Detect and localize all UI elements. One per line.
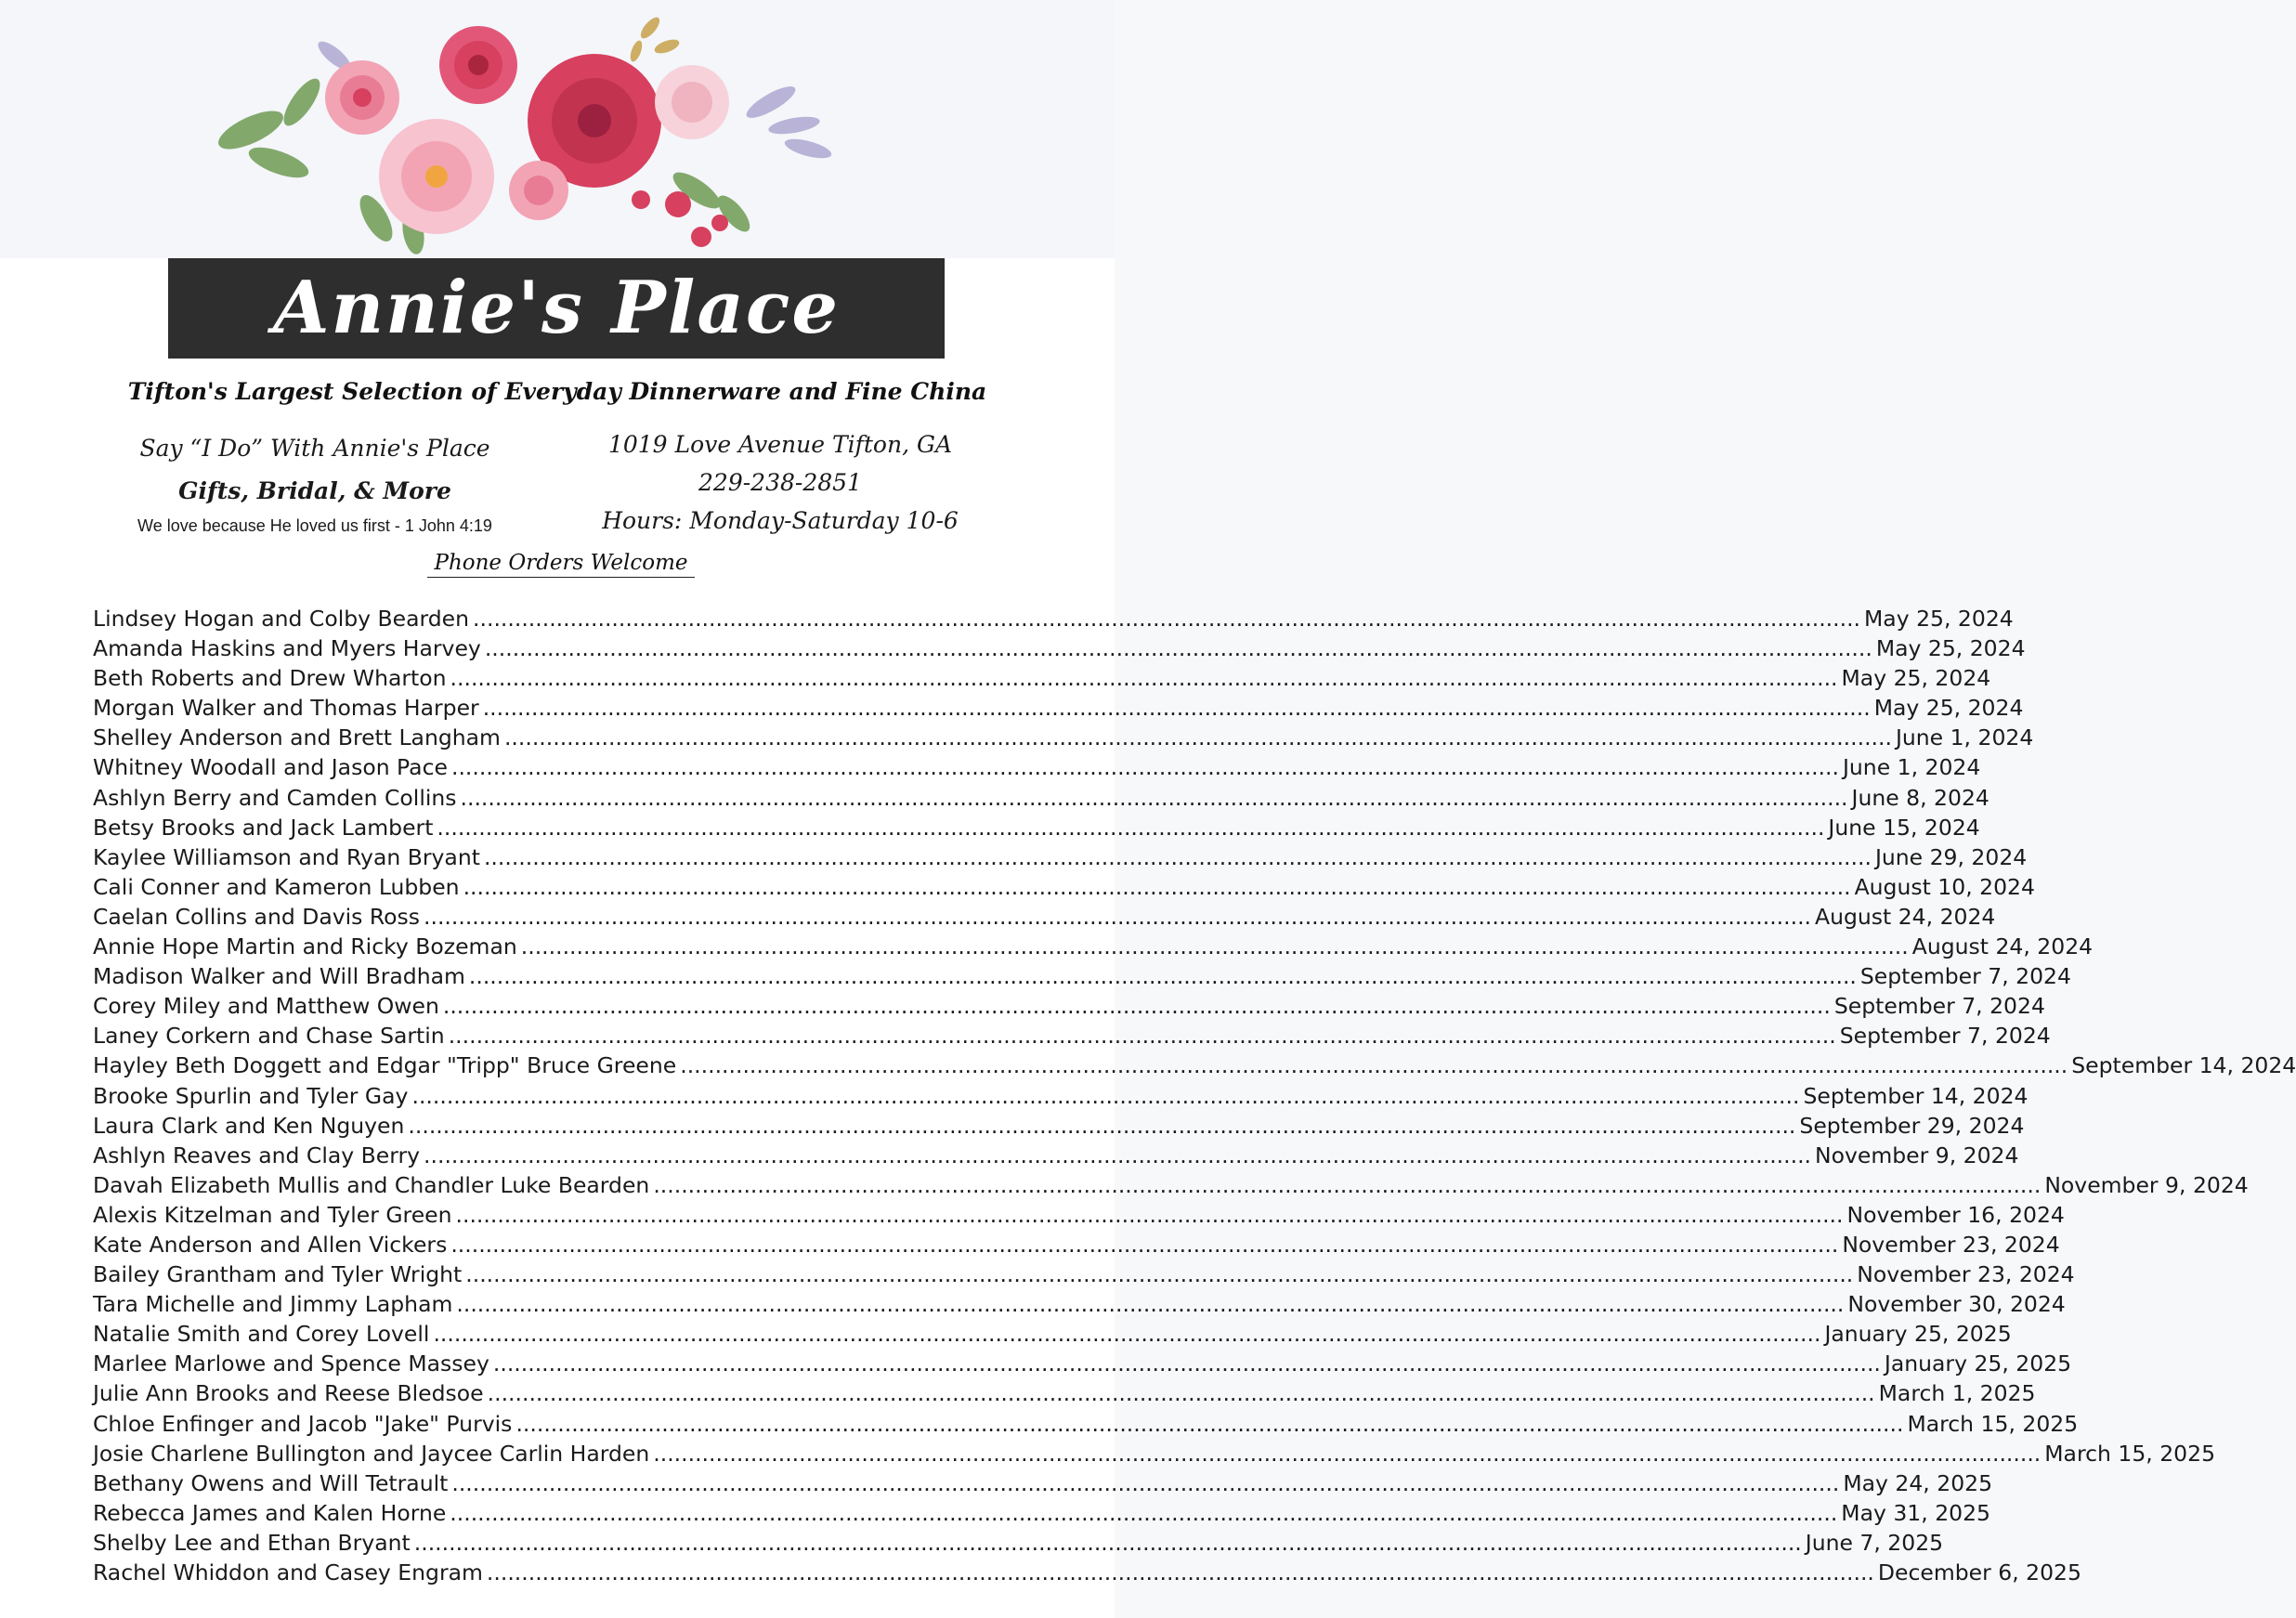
rose-top [439, 26, 517, 104]
couple-names: Hayley Beth Doggett and Edgar "Tripp" Bruce Greene [93, 1052, 677, 1079]
wedding-date: June 7, 2025 [1805, 1529, 1944, 1556]
store-tagline: Tifton's Largest Selection of Everyday Dinnerware and Fine China [127, 378, 987, 405]
registry-row [93, 873, 2035, 904]
dot-leader: ........................................................................................................................................................................................................ [465, 1261, 1854, 1288]
dot-leader: ........................................................................................................................................................................................................ [411, 1082, 1800, 1109]
registry-row [93, 1052, 2296, 1082]
dot-leader: ........................................................................................................................................................................................................ [455, 1201, 1844, 1228]
registry-row [93, 1112, 2025, 1142]
registry-row [93, 1529, 1944, 1559]
couple-names: Kate Anderson and Allen Vickers [93, 1231, 448, 1258]
wedding-date: November 23, 2024 [1857, 1261, 2075, 1288]
couple-names: Rachel Whiddon and Casey Engram [93, 1559, 483, 1585]
couple-names: Whitney Woodall and Jason Pace [93, 754, 448, 781]
couple-names: Kaylee Williamson and Ryan Bryant [93, 843, 480, 870]
dot-leader: ........................................................................................................................................................................................................ [520, 933, 1909, 960]
dot-leader: ........................................................................................................................................................................................................ [473, 606, 1861, 632]
registry-row [93, 1023, 2051, 1052]
dot-leader: ........................................................................................................................................................................................................ [450, 1231, 1839, 1258]
dot-leader: ........................................................................................................................................................................................................ [408, 1112, 1796, 1139]
couple-names: Madison Walker and Will Bradham [93, 963, 465, 990]
dot-leader: ........................................................................................................................................................................................................ [484, 635, 1872, 662]
wedding-date: January 25, 2025 [1884, 1351, 2072, 1377]
couple-names: Laney Corkern and Chase Sartin [93, 1023, 445, 1050]
dot-leader: ........................................................................................................................................................................................................ [653, 1440, 2042, 1467]
couple-names: Laura Clark and Ken Nguyen [93, 1112, 405, 1139]
wedding-date: March 15, 2025 [1907, 1410, 2079, 1437]
wedding-date: November 16, 2024 [1846, 1201, 2065, 1228]
registry-row [93, 1380, 2036, 1410]
gold-sprigs [628, 14, 681, 63]
wedding-date: June 1, 2024 [1895, 724, 2034, 751]
dot-leader: ........................................................................................................................................................................................................ [515, 1410, 1904, 1437]
couple-names: Natalie Smith and Corey Lovell [93, 1321, 430, 1348]
couple-names: Rebecca James and Kalen Horne [93, 1499, 447, 1526]
registry-row [93, 754, 1981, 784]
registry-row [93, 695, 2024, 724]
floral-arrangement-illustration [214, 0, 901, 265]
couple-names: Alexis Kitzelman and Tyler Green [93, 1201, 452, 1228]
registry-row [93, 635, 2026, 665]
store-address: 1019 Love Avenue Tifton, GA [607, 431, 953, 458]
bridal-registry-list [93, 606, 2296, 1589]
couple-names: Caelan Collins and Davis Ross [93, 903, 421, 930]
registry-row [93, 1142, 2019, 1172]
wedding-date: June 8, 2024 [1851, 784, 1989, 811]
wedding-date: May 25, 2024 [1875, 635, 2026, 662]
registry-row [93, 1201, 2065, 1232]
brand-banner [168, 258, 945, 359]
wedding-date: August 24, 2024 [1815, 903, 1996, 930]
registry-row [93, 814, 1980, 844]
wedding-date: November 23, 2024 [1842, 1231, 2060, 1258]
dot-leader: ........................................................................................................................................................................................................ [482, 695, 1871, 722]
wedding-date: September 7, 2024 [1833, 993, 2045, 1020]
dot-leader: ........................................................................................................................................................................................................ [483, 843, 1872, 870]
rose-left [325, 60, 399, 135]
couple-names: Bailey Grantham and Tyler Wright [93, 1261, 463, 1288]
dot-leader: ........................................................................................................................................................................................................ [486, 1559, 1874, 1585]
registry-row [93, 843, 2028, 874]
couple-names: Tara Michelle and Jimmy Lapham [93, 1291, 453, 1318]
registry-row [93, 1261, 2075, 1291]
wedding-date: November 30, 2024 [1847, 1291, 2066, 1318]
wedding-date: August 24, 2024 [1911, 933, 2094, 960]
couple-names: Shelley Anderson and Brett Langham [93, 724, 501, 751]
couple-names: Chloe Enfinger and Jacob "Jake" Purvis [93, 1410, 513, 1437]
dot-leader: ........................................................................................................................................................................................................ [460, 784, 1848, 811]
couple-names: Shelby Lee and Ethan Bryant [93, 1529, 411, 1556]
couple-names: Corey Miley and Matthew Owen [93, 993, 439, 1020]
wedding-date: August 10, 2024 [1854, 873, 2035, 900]
dot-leader: ........................................................................................................................................................................................................ [492, 1351, 1881, 1377]
brand-name: Annie's Place [272, 266, 841, 350]
registry-row [93, 1559, 2081, 1589]
couple-names: Marlee Marlowe and Spence Massey [93, 1351, 489, 1377]
couple-names: Betsy Brooks and Jack Lambert [93, 814, 434, 841]
wedding-date: November 9, 2024 [1815, 1142, 2019, 1168]
wedding-date: September 7, 2024 [1859, 963, 2071, 990]
registry-row [93, 1171, 2249, 1202]
couple-names: Amanda Haskins and Myers Harvey [93, 635, 481, 662]
wedding-date: December 6, 2025 [1877, 1559, 2081, 1585]
phone-orders-heading: Phone Orders Welcome [427, 551, 695, 578]
rose-center [379, 119, 494, 234]
couple-names: Cali Conner and Kameron Lubben [93, 873, 460, 900]
registry-row [93, 993, 2045, 1023]
registry-row [93, 1499, 1990, 1530]
dot-leader: ........................................................................................................................................................................................................ [424, 1142, 1812, 1168]
couple-names: Brooke Spurlin and Tyler Gay [93, 1082, 409, 1109]
wedding-date: June 1, 2024 [1842, 754, 1981, 781]
couple-names: Davah Elizabeth Mullis and Chandler Luke Bearden [93, 1171, 650, 1198]
dot-leader: ........................................................................................................................................................................................................ [433, 1321, 1821, 1348]
dot-leader: ........................................................................................................................................................................................................ [442, 993, 1831, 1020]
registry-row [93, 784, 1989, 815]
couple-names: Beth Roberts and Drew Wharton [93, 665, 447, 692]
couple-names: Annie Hope Martin and Ricky Bozeman [93, 933, 517, 960]
dot-leader: ........................................................................................................................................................................................................ [448, 1023, 1836, 1050]
couple-names: Ashlyn Berry and Camden Collins [93, 784, 457, 811]
bible-verse: We love because He loved us first - 1 John 4:19 [137, 516, 492, 535]
wedding-date: January 25, 2025 [1824, 1321, 2012, 1348]
wedding-date: May 25, 2024 [1841, 665, 1991, 692]
wedding-date: May 31, 2025 [1841, 1499, 1990, 1526]
dot-leader: ........................................................................................................................................................................................................ [463, 873, 1851, 900]
registry-row [93, 665, 1991, 695]
registry-row [93, 1291, 2066, 1321]
registry-row [93, 1440, 2216, 1470]
couple-names: Ashlyn Reaves and Clay Berry [93, 1142, 421, 1168]
dot-leader: ........................................................................................................................................................................................................ [450, 665, 1838, 692]
wedding-date: May 24, 2025 [1843, 1469, 1993, 1496]
registry-row [93, 1082, 2029, 1113]
registry-row [93, 933, 2094, 963]
wedding-date: June 29, 2024 [1874, 843, 2028, 870]
registry-row [93, 1321, 2012, 1351]
couple-names: Morgan Walker and Thomas Harper [93, 695, 479, 722]
dot-leader: ........................................................................................................................................................................................................ [424, 903, 1812, 930]
registry-row [93, 1231, 2060, 1261]
registry-row [93, 963, 2071, 993]
dot-leader: ........................................................................................................................................................................................................ [437, 814, 1825, 841]
registry-row [93, 724, 2034, 754]
wedding-date: September 7, 2024 [1839, 1023, 2051, 1050]
registry-row [93, 1469, 1993, 1500]
registry-row [93, 1410, 2079, 1441]
rose-right [655, 65, 729, 139]
wedding-date: September 14, 2024 [1803, 1082, 2029, 1109]
wedding-date: March 1, 2025 [1878, 1380, 2036, 1407]
dot-leader: ........................................................................................................................................................................................................ [503, 724, 1892, 751]
wedding-date: June 15, 2024 [1828, 814, 1980, 841]
dot-leader: ........................................................................................................................................................................................................ [487, 1380, 1875, 1407]
services-line: Gifts, Bridal, & More [178, 477, 451, 504]
wedding-date: March 15, 2025 [2044, 1440, 2216, 1467]
dot-leader: ........................................................................................................................................................................................................ [450, 754, 1839, 781]
couple-names: Josie Charlene Bullington and Jaycee Carlin Harden [93, 1440, 650, 1467]
bridal-slogan: Say “I Do” With Annie's Place [139, 435, 490, 462]
couple-names: Lindsey Hogan and Colby Bearden [93, 606, 470, 632]
dot-leader: ........................................................................................................................................................................................................ [413, 1529, 1802, 1556]
registry-row [93, 903, 1996, 933]
dot-leader: ........................................................................................................................................................................................................ [451, 1469, 1840, 1496]
wedding-date: September 14, 2024 [2071, 1052, 2296, 1079]
wedding-date: May 25, 2024 [1864, 606, 2014, 632]
wedding-date: May 25, 2024 [1873, 695, 2024, 722]
registry-row [93, 606, 2014, 635]
store-hours: Hours: Monday-Saturday 10-6 [602, 507, 959, 534]
dot-leader: ........................................................................................................................................................................................................ [653, 1171, 2042, 1198]
dot-leader: ........................................................................................................................................................................................................ [450, 1499, 1838, 1526]
couple-names: Julie Ann Brooks and Reese Bledsoe [93, 1380, 484, 1407]
rose-small [509, 161, 568, 220]
dot-leader: ........................................................................................................................................................................................................ [680, 1052, 2068, 1079]
dot-leader: ........................................................................................................................................................................................................ [468, 963, 1857, 990]
wedding-date: September 29, 2024 [1799, 1112, 2025, 1139]
store-phone: 229-238-2851 [698, 469, 862, 496]
couple-names: Bethany Owens and Will Tetrault [93, 1469, 449, 1496]
registry-row [93, 1351, 2072, 1380]
wedding-date: November 9, 2024 [2044, 1171, 2249, 1198]
dot-leader: ........................................................................................................................................................................................................ [456, 1291, 1845, 1318]
